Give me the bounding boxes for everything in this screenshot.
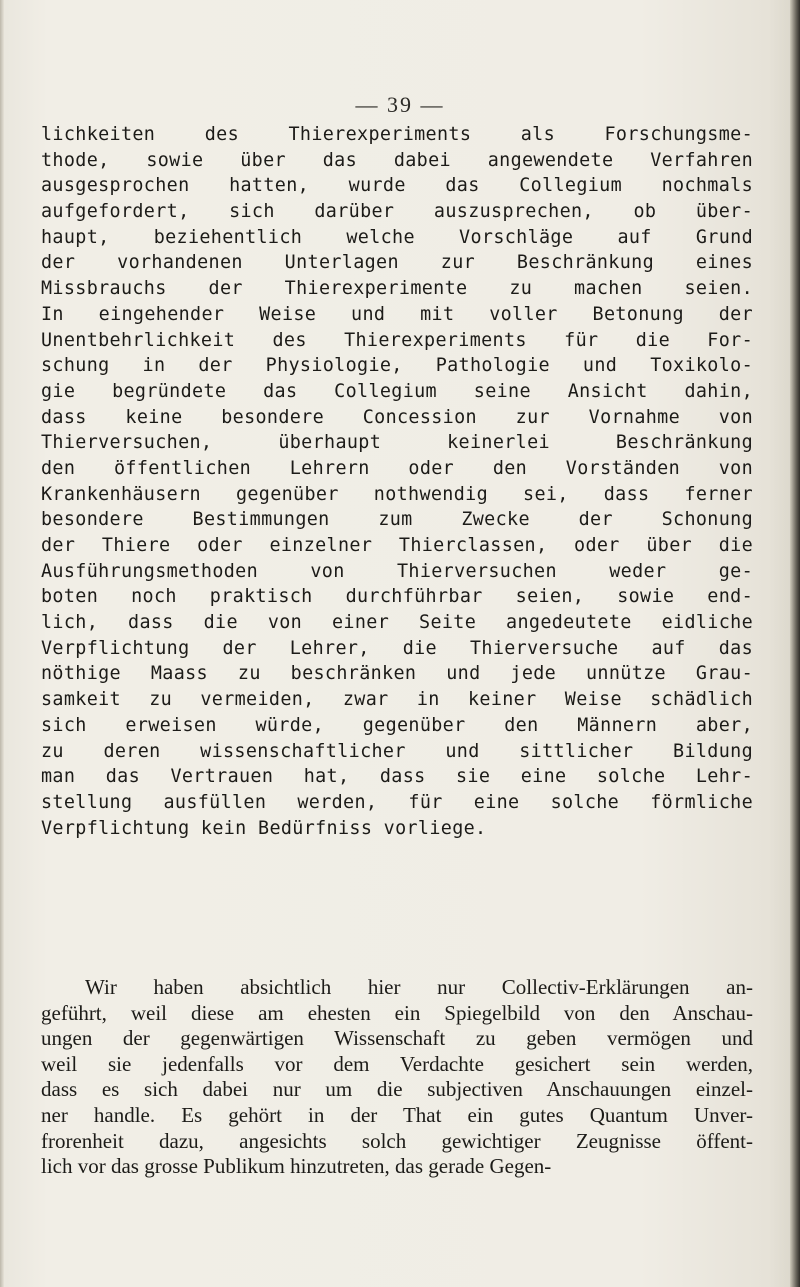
text-line: Verpflichtung kein Bedürfniss vorliege.: [41, 817, 487, 839]
text-line: nöthige Maass zu beschränken und jede unnütze Grau-: [41, 663, 753, 685]
text-line: Missbrauchs der Thierexperimente zu machen seien.: [41, 278, 753, 300]
text-line: boten noch praktisch durchführbar seien, sowie end-: [41, 586, 753, 608]
text-line: den öffentlichen Lehrern oder den Vorständen von: [41, 457, 753, 479]
text-line: samkeit zu vermeiden, zwar in keiner Weise schädlich: [41, 689, 753, 711]
paragraph-2: [41, 975, 753, 1180]
text-line: dass es sich dabei nur um die subjectiven Anschauungen einzel-: [41, 1077, 753, 1102]
text-line: weil sie jedenfalls vor dem Verdachte gesichert sein werden,: [41, 1051, 753, 1076]
text-line: Krankenhäusern gegenüber nothwendig sei, dass ferner: [41, 483, 753, 505]
page-left-edge-shadow: [0, 0, 4, 1287]
text-line: Verpflichtung der Lehrer, die Thierversuche auf das: [41, 637, 753, 659]
text-line: Unentbehrlichkeit des Thierexperiments für die For-: [41, 329, 753, 351]
text-line: ungen der gegenwärtigen Wissenschaft zu geben vermögen und: [41, 1026, 753, 1051]
text-line: zu deren wissenschaftlicher und sittlicher Bildung: [41, 740, 753, 762]
text-line: Ausführungsmethoden von Thierversuchen weder ge-: [41, 560, 753, 582]
text-line: man das Vertrauen hat, dass sie eine solche Lehr-: [41, 766, 753, 788]
text-line: thode, sowie über das dabei angewendete Verfahren: [41, 149, 753, 171]
text-line: der vorhandenen Unterlagen zur Beschränkung eines: [41, 252, 753, 274]
text-line: lich, dass die von einer Seite angedeutete eidliche: [41, 612, 753, 634]
text-line: frorenheit dazu, angesichts solch gewichtiger Zeugnisse öffent-: [41, 1128, 753, 1153]
page-number: — 39 —: [355, 92, 445, 117]
text-line: aufgefordert, sich darüber auszusprechen, ob über-: [41, 201, 753, 223]
text-line: Wir haben absichtlich hier nur Collectiv-Erklärungen an-: [85, 975, 753, 999]
text-line: Thierversuchen, überhaupt keinerlei Beschränkung: [41, 432, 753, 454]
text-line: ner handle. Es gehört in der That ein gutes Quantum Unver-: [41, 1102, 753, 1127]
text-line: ausgesprochen hatten, wurde das Collegium nochmals: [41, 175, 753, 197]
text-line: gie begründete das Collegium seine Ansicht dahin,: [41, 380, 753, 402]
page-right-edge-shadow: [790, 0, 800, 1287]
text-line: schung in der Physiologie, Pathologie und Toxikolo-: [41, 355, 753, 377]
text-line: dass keine besondere Concession zur Vornahme von: [41, 406, 753, 428]
text-line: In eingehender Weise und mit voller Betonung der: [41, 303, 753, 325]
text-line: stellung ausfüllen werden, für eine solche förmliche: [41, 791, 753, 813]
paragraph-1: [41, 122, 753, 841]
text-line: der Thiere oder einzelner Thierclassen, oder über die: [41, 535, 753, 556]
text-line: geführt, weil diese am ehesten ein Spiegelbild von den Anschau-: [41, 1000, 753, 1025]
text-line: besondere Bestimmungen zum Zwecke der Schonung: [41, 509, 753, 531]
text-line: haupt, beziehentlich welche Vorschläge auf Grund: [41, 226, 753, 248]
text-line: lich vor das grosse Publikum hinzutreten, das gerade Gegen-: [41, 1154, 552, 1179]
text-line: lichkeiten des Thierexperiments als Forschungsme-: [41, 124, 753, 145]
text-line: sich erweisen würde, gegenüber den Männern aber,: [41, 714, 753, 736]
